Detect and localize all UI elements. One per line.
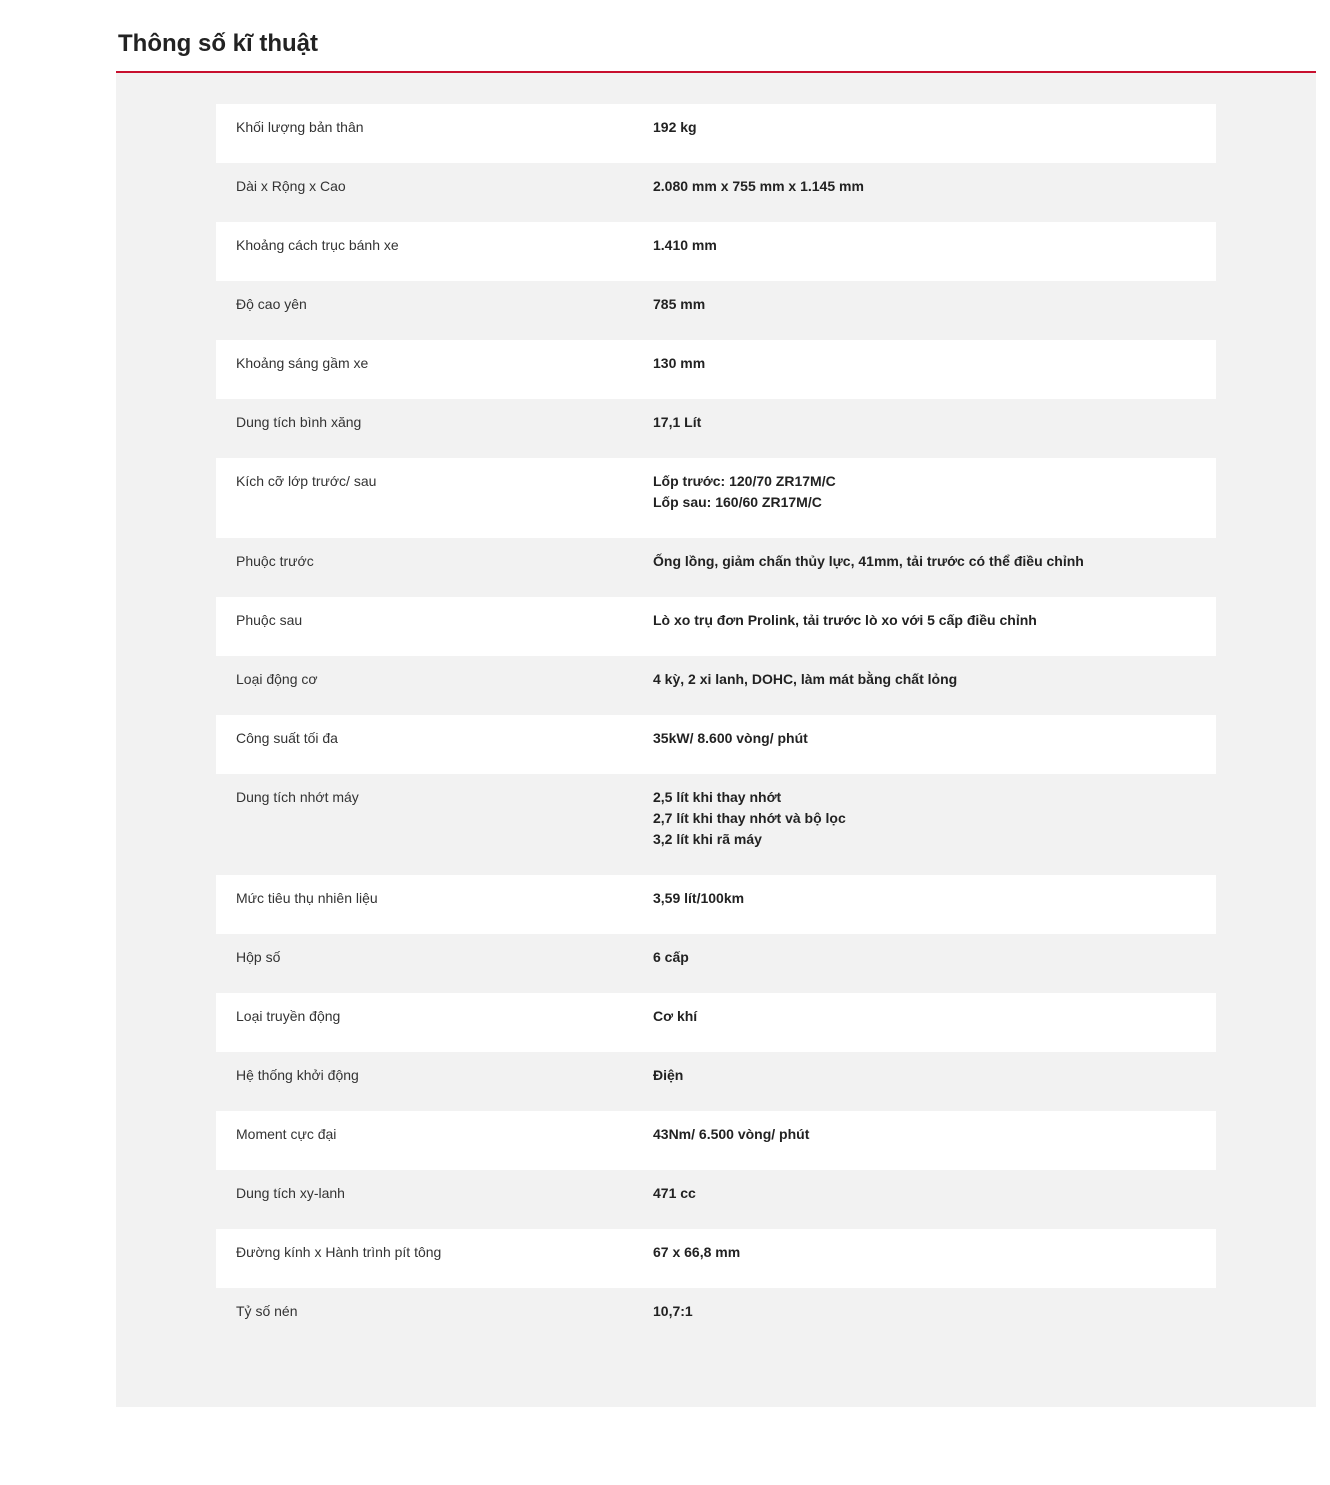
spec-value bbox=[653, 669, 1196, 715]
spec-value bbox=[653, 728, 1196, 774]
spec-value-line: 35kW/ 8.600 vòng/ phút bbox=[653, 730, 808, 746]
spec-row bbox=[216, 1111, 1216, 1170]
spec-value-line: 17,1 Lít bbox=[653, 414, 702, 430]
spec-label: Loại truyền động bbox=[236, 1008, 341, 1024]
spec-value-line: 3,59 lít/100km bbox=[653, 890, 745, 906]
spec-value-line: 3,2 lít khi rã máy bbox=[653, 831, 762, 847]
spec-label: Tỷ số nén bbox=[236, 1303, 298, 1319]
spec-label: Loại động cơ bbox=[236, 671, 318, 687]
spec-value-line: 2,7 lít khi thay nhớt và bộ lọc bbox=[653, 810, 846, 826]
spec-row bbox=[216, 875, 1216, 934]
spec-value bbox=[653, 353, 1196, 399]
spec-value-line: 4 kỳ, 2 xi lanh, DOHC, làm mát bằng chất lỏng bbox=[653, 671, 958, 687]
spec-label: Dung tích xy-lanh bbox=[236, 1185, 345, 1201]
spec-row bbox=[216, 934, 1216, 993]
spec-value bbox=[653, 471, 1196, 538]
spec-value-line: Điện bbox=[653, 1067, 684, 1083]
spec-label: Dung tích bình xăng bbox=[236, 414, 362, 430]
spec-value bbox=[653, 235, 1196, 281]
spec-value-line: 10,7:1 bbox=[653, 1303, 693, 1319]
spec-value-line: Lò xo trụ đơn Prolink, tải trước lò xo với 5 cấp điều chỉnh bbox=[653, 612, 1037, 628]
spec-row bbox=[216, 281, 1216, 340]
spec-row bbox=[216, 715, 1216, 774]
spec-value bbox=[653, 117, 1196, 163]
spec-value bbox=[653, 412, 1196, 458]
spec-row bbox=[216, 1052, 1216, 1111]
spec-value-line: Lốp sau: 160/60 ZR17M/C bbox=[653, 494, 822, 510]
spec-row bbox=[216, 340, 1216, 399]
spec-value bbox=[653, 610, 1196, 656]
spec-value bbox=[653, 551, 1196, 597]
specs-panel bbox=[116, 73, 1316, 1407]
spec-label: Hộp số bbox=[236, 949, 281, 965]
spec-value-line: 43Nm/ 6.500 vòng/ phút bbox=[653, 1126, 810, 1142]
spec-value bbox=[653, 1065, 1196, 1111]
spec-value bbox=[653, 1006, 1196, 1052]
section-header bbox=[116, 0, 1316, 73]
spec-row bbox=[216, 774, 1216, 875]
spec-label: Đường kính x Hành trình pít tông bbox=[236, 1244, 442, 1260]
spec-row bbox=[216, 222, 1216, 281]
spec-value bbox=[653, 1242, 1196, 1288]
spec-label: Khối lượng bản thân bbox=[236, 119, 364, 135]
spec-label: Dung tích nhớt máy bbox=[236, 789, 359, 805]
spec-label: Kích cỡ lớp trước/ sau bbox=[236, 473, 377, 489]
spec-row bbox=[216, 597, 1216, 656]
spec-value bbox=[653, 294, 1196, 340]
spec-label: Phuộc trước bbox=[236, 553, 314, 569]
spec-row bbox=[216, 538, 1216, 597]
spec-label: Phuộc sau bbox=[236, 612, 303, 628]
spec-value bbox=[653, 947, 1196, 993]
spec-row bbox=[216, 163, 1216, 222]
spec-label: Moment cực đại bbox=[236, 1126, 337, 1142]
spec-value-line: Lốp trước: 120/70 ZR17M/C bbox=[653, 473, 836, 489]
spec-value bbox=[653, 1301, 1196, 1347]
spec-row bbox=[216, 458, 1216, 538]
spec-row bbox=[216, 656, 1216, 715]
page-title: Thông số kĩ thuật bbox=[118, 30, 318, 57]
spec-value-line: 2.080 mm x 755 mm x 1.145 mm bbox=[653, 178, 864, 194]
spec-row bbox=[216, 1288, 1216, 1347]
spec-row bbox=[216, 993, 1216, 1052]
spec-value-line: 67 x 66,8 mm bbox=[653, 1244, 741, 1260]
spec-value bbox=[653, 1124, 1196, 1170]
spec-label: Khoảng sáng gầm xe bbox=[236, 355, 369, 371]
spec-row bbox=[216, 1229, 1216, 1288]
spec-value-line: 192 kg bbox=[653, 119, 697, 135]
spec-label: Công suất tối đa bbox=[236, 730, 338, 746]
spec-value bbox=[653, 1183, 1196, 1229]
spec-value-line: 471 cc bbox=[653, 1185, 696, 1201]
spec-label: Khoảng cách trục bánh xe bbox=[236, 237, 399, 253]
spec-value-line: 2,5 lít khi thay nhớt bbox=[653, 789, 782, 805]
spec-row bbox=[216, 1170, 1216, 1229]
specs-table bbox=[216, 104, 1216, 1347]
spec-label: Mức tiêu thụ nhiên liệu bbox=[236, 890, 378, 906]
spec-label: Dài x Rộng x Cao bbox=[236, 178, 346, 194]
spec-label: Độ cao yên bbox=[236, 296, 307, 312]
spec-value bbox=[653, 787, 1196, 875]
spec-row bbox=[216, 399, 1216, 458]
spec-value-line: 1.410 mm bbox=[653, 237, 717, 253]
spec-value bbox=[653, 888, 1196, 934]
spec-value-line: 130 mm bbox=[653, 355, 706, 371]
spec-value bbox=[653, 176, 1196, 222]
spec-row bbox=[216, 104, 1216, 163]
spec-value-line: 785 mm bbox=[653, 296, 706, 312]
spec-label: Hệ thống khởi động bbox=[236, 1067, 359, 1083]
spec-value-line: 6 cấp bbox=[653, 949, 689, 965]
spec-value-line: Ống lồng, giảm chấn thủy lực, 41mm, tải trước có thể điều chỉnh bbox=[653, 553, 1084, 569]
spec-value-line: Cơ khí bbox=[653, 1008, 698, 1024]
